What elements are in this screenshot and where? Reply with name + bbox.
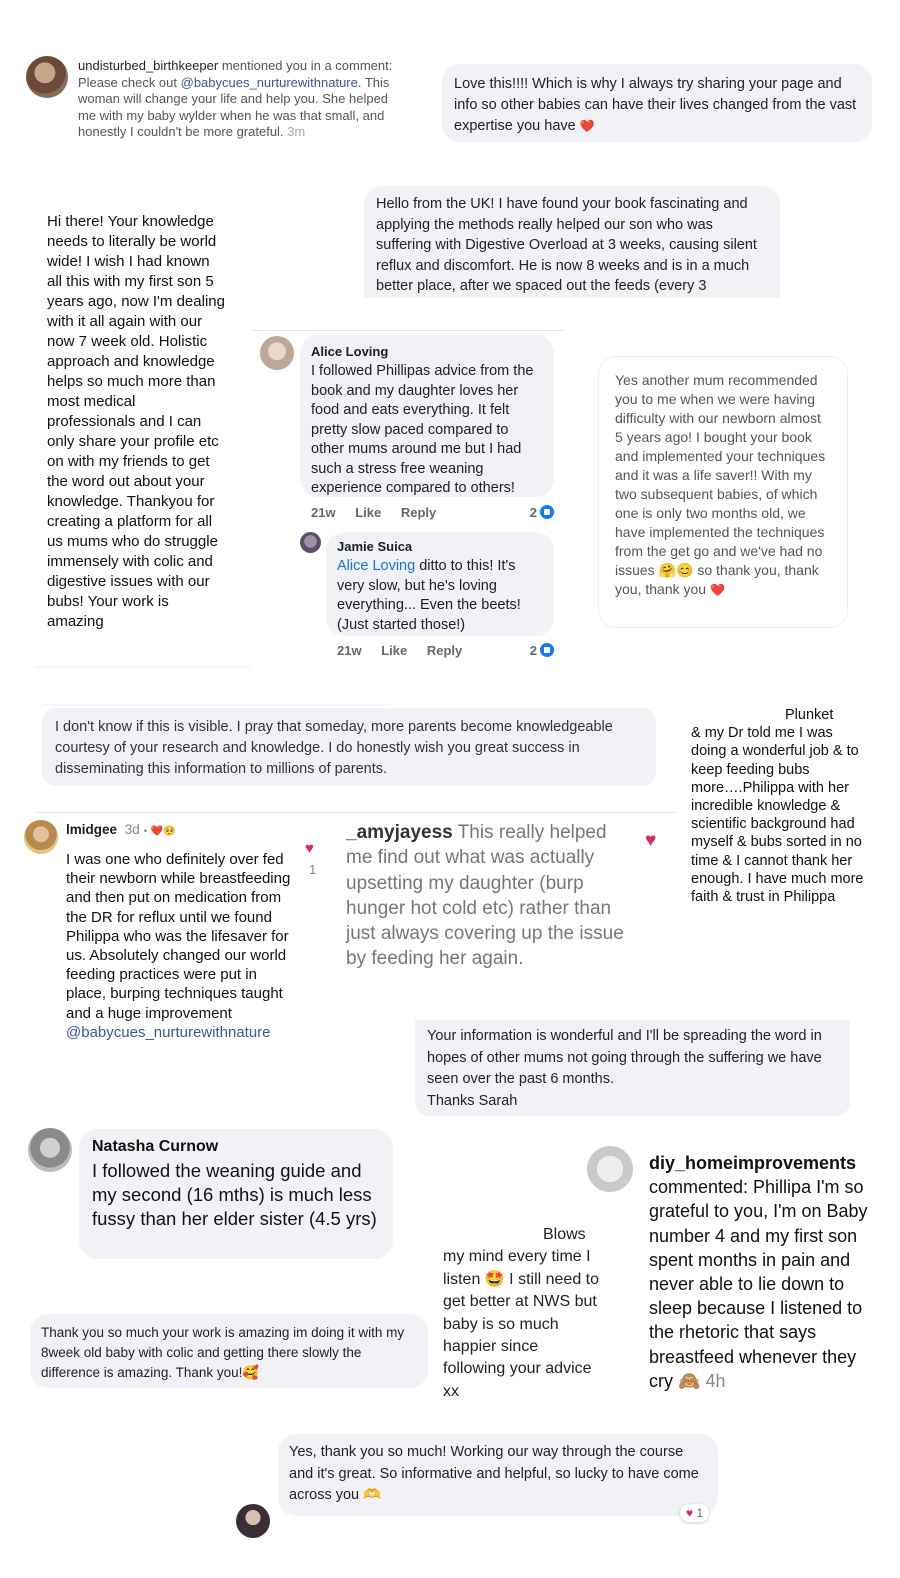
mention-link[interactable]: @babycues_nurturewithnature [180,74,358,90]
comment-bubble-8week [30,1314,428,1388]
divider [42,704,390,706]
comment-text: I still need to get better at NWS but baby is so much happier since following your advice xx [443,1270,600,1400]
comment-text-first: Plunket [785,707,834,723]
like-icon [540,505,554,519]
emoji-icon: 🥰 [242,1365,260,1380]
comment-text: Yes another mum recommended you to me when we were having difficulty with our newborn almost 5 years ago! I bought your book and implemented your techniques and it was a life saver!! With my two subsequent babies, of which one is only two months old, we have implemented the techniques from the get go and we've had no issues [615,372,826,578]
comment-author[interactable]: Natasha Curnow [92,1138,219,1155]
comment-hi-there [47,212,227,632]
comment-author[interactable]: Jamie Suica [337,539,413,554]
comment-time: 3d [124,822,140,837]
comment-text: This really helped me find out what was actually upsetting my daughter (burp hunger hot cold etc) rather than just always covering up the issue by feeding her again. [346,822,624,970]
emoji-icon: 🫶 [363,1487,382,1503]
comment-text: Yes, thank you so much! Working our way through the course and it's great. So informative and helpful, so lucky to have come across you [289,1444,699,1503]
like-icon [540,643,554,657]
comment-text: Hi there! Your knowledge needs to literally be world wide! I wish I had known all this with my first son 5 years ago, now I'm dealing with it all again with our now 7 week old. Holistic approach and knowledge helps so much more than most medical professionals and I can only share your profile etc on with my friends to get the word out about your knowledge. Thankyou for creating a platform for all us mums who do struggle immensely with colic and digestive issues with our bubs! Your work is amazing [47,213,225,630]
comment-author[interactable]: Alice Loving [311,344,389,359]
comment-bubble-natasha [79,1129,393,1259]
avatar[interactable] [300,532,321,553]
divider [250,330,565,331]
comment-author[interactable]: diy_homeimprovements [649,1153,857,1173]
comment-text: I was one who definitely over fed their newborn while breastfeeding and then put on medication from the DR for reflux until we found Philippa who was the lifesaver for us. Absolutely changed our world feeding practices were put in place, burping techniques taught and a huge improvement [66,851,291,1022]
comment-amyjayess [346,820,632,972]
heart-icon: ❤️ [579,119,595,133]
comment-plunket [691,706,866,906]
monkey-icon: 🙈 [678,1370,701,1391]
comment-undisturbed [78,58,408,141]
comment-text: commented: Phillipa I'm so grateful to you, I'm on Baby number 4 and my first son spent months in pain and never able to lie down to sleep because I listened to the rhetoric that says breastfeed whenever they cry [649,1177,868,1391]
comment-text: my mind every time I listen [443,1248,591,1288]
comment-bubble-uk [364,186,780,298]
comment-action: mentioned you in a comment: Please check out [78,58,393,90]
comment-time: 21w [337,643,362,658]
comment-author[interactable]: lmidgee [66,822,118,837]
comment-actions [311,505,554,520]
reaction-icons: ❤️🥺 [150,826,176,837]
reaction-count: 2 [530,643,554,658]
comment-bubble-course [278,1434,718,1516]
comment-time: 3m [287,124,306,139]
comment-bubble-another-mum [598,356,848,628]
avatar[interactable] [587,1146,633,1192]
comment-text: & my Dr told me I was doing a wonderful job & to keep feeding bubs more….Philippa with her incredible knowledge & scientific background had myself & bubs sorted in no time & I cannot thank her enough. I have much more faith & trust in Philippa [691,725,864,906]
reaction-count: ♥ 1 [680,1504,709,1522]
like-count: 1 [309,862,317,877]
reply-button[interactable]: Reply [426,643,463,658]
comment-header [66,822,176,837]
comment-lmidgee [66,850,296,1042]
comment-author[interactable]: _amyjayess [346,822,453,843]
emoji-icon: 🤩 [484,1270,505,1288]
comment-bubble-love-this [442,64,872,142]
avatar[interactable] [236,1504,270,1538]
comment-text: I followed the weaning guide and my second (16 mths) is much less fussy than her elder sister (4.5 yrs) [92,1160,377,1229]
dot-separator: • [143,826,148,837]
comment-bubble-jamie [326,532,554,636]
comment-diy [649,1151,869,1393]
avatar[interactable] [24,820,58,854]
heart-icon: ♥ [686,1506,694,1520]
mention-link[interactable]: Alice Loving [337,558,416,574]
like-button[interactable]: Like [355,505,382,520]
comment-time: 21w [311,505,336,520]
avatar[interactable] [26,56,68,98]
emoji-icon: 🤗😊 [658,562,694,578]
avatar[interactable] [260,336,294,370]
comment-text: Love this!!!! Which is why I always try sharing your page and info so other babies can have their lives changed from the vast expertise you have [454,76,857,134]
divider [36,812,676,813]
heart-icon[interactable]: ♥ [305,840,314,857]
comment-text-first: Blows [543,1226,586,1243]
comment-text: Thank you so much your work is amazing im doing it with my 8week old baby with colic and getting there slowly the difference is amazing. Thank you! [41,1325,405,1380]
comment-author[interactable]: undisturbed_birthkeeper [78,58,219,73]
comment-text: so thank you, thank you, thank you [615,562,819,597]
comment-bubble-alice [300,335,554,497]
comment-text: I don't know if this is visible. I pray that someday, more parents become knowledgeable courtesy of your research and knowledge. I do honestly wish you great success in disseminating this information to millions of parents. [55,719,613,777]
comment-bubble-visible [42,708,656,786]
mention-link[interactable]: @babycues_nurturewithnature [66,1023,271,1041]
like-button[interactable]: Like [381,643,408,658]
comment-bubble-sarah [415,1020,850,1116]
comment-text: Your information is wonderful and I'll be spreading the word in hopes of other mums not going through the suffering we have seen over the past 6 months. [427,1028,822,1087]
heart-icon: ❤️ [709,583,725,597]
comment-actions [337,643,554,658]
comment-signature: Thanks Sarah [427,1092,518,1109]
heart-icon[interactable]: ♥ [645,830,657,851]
comment-text: I followed Phillipas advice from the book and my daughter loves her food and eats everything. It felt pretty slow paced compared to other mums around me but I had such a stress free weaning experience compared to others! [311,363,534,496]
avatar[interactable] [28,1128,72,1172]
comment-blows [443,1224,603,1403]
reaction-count: 2 [530,505,554,520]
comment-text: Hello from the UK! I have found your book fascinating and applying the methods really helped our son who was suffering with Digestive Overload at 3 weeks, causing silent reflux and discomfort. He is now 8 weeks and is in a much better place, after we spaced out the feeds (every 3 [376,196,757,294]
comment-text: ditto to this! It's very slow, but he's loving everything... Even the beets! (Just started those!) [337,558,521,633]
comment-text: . This woman will change your life and help you. She helped me with my baby wylder when he was that small, and honestly I couldn't be more grateful. [78,74,390,139]
comment-time: 4h [700,1370,726,1391]
divider [36,666,251,668]
reply-button[interactable]: Reply [400,505,437,520]
